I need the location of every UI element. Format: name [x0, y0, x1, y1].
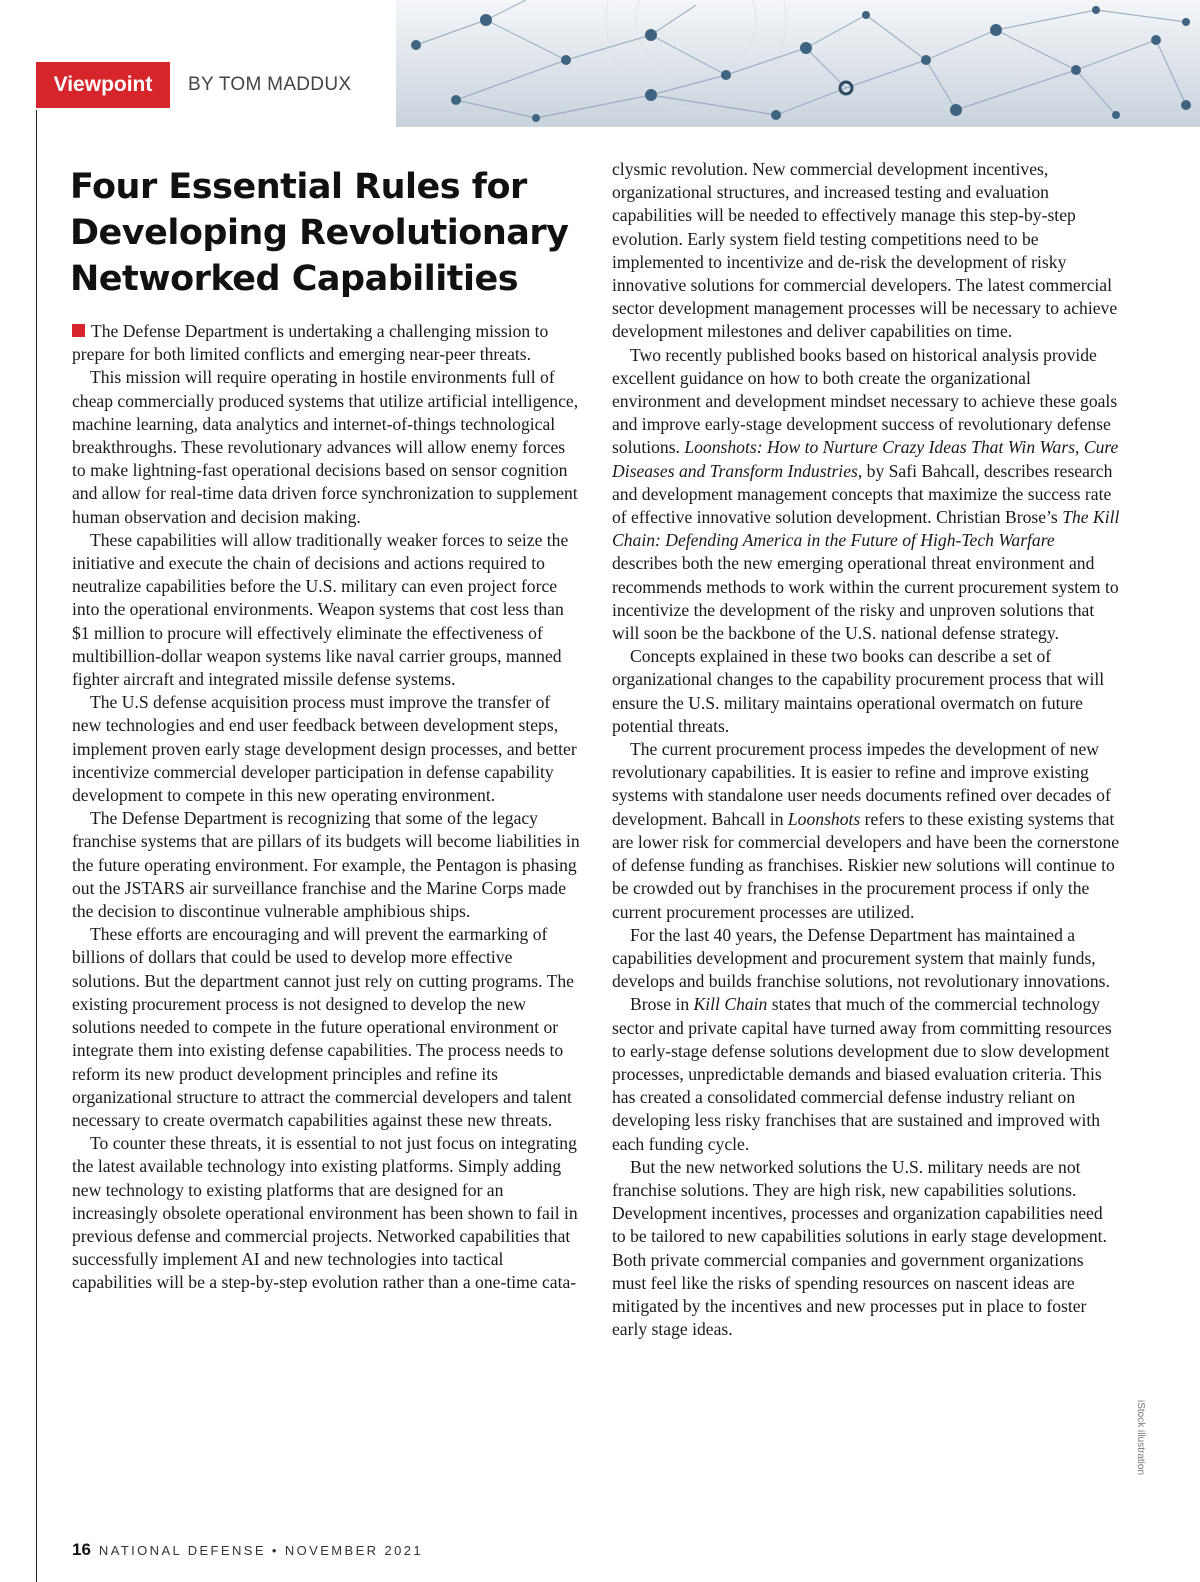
footer-separator: • — [271, 1543, 279, 1558]
page-frame-rule — [36, 110, 37, 1582]
paragraph: Two recently published books based on historical analysis provide excellent guidance on how to both create the organizational environment and development mindset necessary to achieve these goals and improve early-stage development success of revolutionary defense solutions. Loonshots: How to Nurture Crazy Ideas That Win Wars, Cure Diseases and Transform Industries, by Safi Bahcall, describes research and development management concepts that maximize the success rate of effective innovative solution development. Christian Brose’s The Kill Chain: Defending America in the Future of High-Tech Warfare describes both the new emerging operational threat environment and recommends methods to work within the current procurement system to incentivize the development of the risky and unproven solutions that will soon be the backbone of the U.S. national defense strategy. — [612, 344, 1120, 644]
paragraph: clysmic revolution. New commercial development incentives, organizational structures, and increased testing and evaluation capabilities will be needed to effectively manage this step-by-step evolution. Early system field testing competitions need to be implemented to incentivize and de-risk the development of risky innovative solutions for commercial developers. The latest commercial sector development management processes will be necessary to achieve development milestones and deliver capabilities on time. — [612, 159, 1118, 342]
article-column-left — [72, 320, 580, 1295]
paragraph: This mission will require operating in hostile environments full of cheap commercially produced systems that utilize artificial intelligence, machine learning, data analytics and internet-of-things technological breakthroughs. These revolutionary advances will allow enemy forces to make lightning-fast operational decisions based on sensor cognition and allow for real-time data driven force synchronization to supplement human observation and decision making. — [72, 367, 579, 527]
issue-date: NOVEMBER 2021 — [284, 1543, 423, 1558]
paragraph: The current procurement process impedes the development of new revolutionary capabilities. It is easier to refine and improve existing systems with standalone user needs documents refined over decades of development. Bahcall in Loonshots refers to these existing systems that are lower risk for commercial developers and have been the cornerstone of defense funding as franchises. Riskier new solutions will continue to be crowded out by franchises in the procurement process if only the current procurement processes are utilized. — [612, 739, 1120, 922]
book-title: Loonshots — [787, 808, 861, 829]
section-tag: Viewpoint — [36, 62, 170, 108]
paragraph: But the new networked solutions the U.S. military needs are not franchise solutions. They are high risk, new capabilities solutions. Development incentives, processes and organization capabilities need to be tailored to new capabilities solutions in early stage development. Both private commercial companies and government organizations must feel like the risks of spending resources on nascent ideas are mitigated by the incentives and new processes put in place to foster early stage ideas. — [612, 1156, 1107, 1340]
article-title: Four Essential Rules for Developing Revolutionary Networked Capabilities — [70, 167, 569, 299]
paragraph: Concepts explained in these two books can describe a set of organizational changes to the capability procurement process that will ensure the U.S. military maintains operational overmatch on future potential threats. — [612, 646, 1105, 736]
byline: BY TOM MADDUX — [188, 74, 352, 95]
book-title: Kill Chain — [693, 994, 768, 1015]
paragraph: For the last 40 years, the Defense Department has maintained a capabilities development and procurement system that mainly funds, develops and builds franchise solutions, not revolutionary innovations. — [612, 924, 1110, 992]
publication-name: NATIONAL DEFENSE — [98, 1543, 266, 1558]
article-column-right — [612, 158, 1120, 1341]
book-title: Loonshots: How to Nurture Crazy Ideas That Win Wars, Cure Diseases and Transform Industries — [612, 437, 1119, 481]
network-illustration — [396, 0, 1200, 127]
image-credit: iStock illustration — [1135, 1400, 1146, 1476]
paragraph: The Defense Department is undertaking a challenging mission to prepare for both limited conflicts and emerging near-peer threats. — [72, 321, 549, 365]
book-title: The Kill Chain: Defending America in the Future of High-Tech Warfare — [612, 507, 1120, 551]
paragraph: The U.S defense acquisition process must improve the transfer of new technologies and end user feedback between development steps, implement proven early stage development design processes, and better incentivize commercial developer participation in defense capability development to compete in this new operating environment. — [72, 692, 577, 806]
page-number: 16 — [72, 1540, 91, 1559]
paragraph: These capabilities will allow traditionally weaker forces to seize the initiative and execute the chain of decisions and actions required to neutralize capabilities before the U.S. military can even project force into the operational environments. Weapon systems that cost less than $1 million to procure will effectively eliminate the effectiveness of multibillion-dollar weapon systems like naval carrier groups, manned fighter aircraft and integrated missile defense systems. — [72, 529, 569, 690]
red-square-bullet-icon — [72, 324, 85, 337]
paragraph: These efforts are encouraging and will prevent the earmarking of billions of dollars that could be used to develop more effective solutions. But the department cannot just rely on cutting programs. The existing procurement process is not designed to develop the new solutions needed to compete in the future operational environment or integrate them into existing defense capabilities. The process needs to reform its new product development principles and refine its organizational structure to attract the commercial developers and talent necessary to create overmatch capabilities against these new threats. — [72, 924, 574, 1130]
paragraph: Brose in Kill Chain states that much of the commercial technology sector and private capital have turned away from committing resources to early-stage defense solutions development due to slow development processes, unpredictable demands and biased evaluation criteria. This has created a consolidated commercial defense industry reliant on developing less risky franchises that are sustained and improved with each funding cycle. — [612, 994, 1112, 1154]
page-footer — [72, 1540, 423, 1560]
network-illustration-icon — [396, 0, 1200, 127]
paragraph: To counter these threats, it is essential to not just focus on integrating the latest available technology into existing platforms. Simply adding new technology to existing platforms that are designed for an increasingly obsolete operational environment has been shown to fail in previous defense and commercial projects. Networked capabilities that successfully implement AI and new technologies into tactical capabilities will be a step-by-step evolution rather than a one-time cata- — [72, 1133, 578, 1293]
paragraph: The Defense Department is recognizing that some of the legacy franchise systems that are pillars of its budgets will become liabilities in the future operating environment. For example, the Pentagon is phasing out the JSTARS air surveillance franchise and the Marine Corps made the decision to discontinue vulnerable amphibious ships. — [72, 808, 580, 922]
